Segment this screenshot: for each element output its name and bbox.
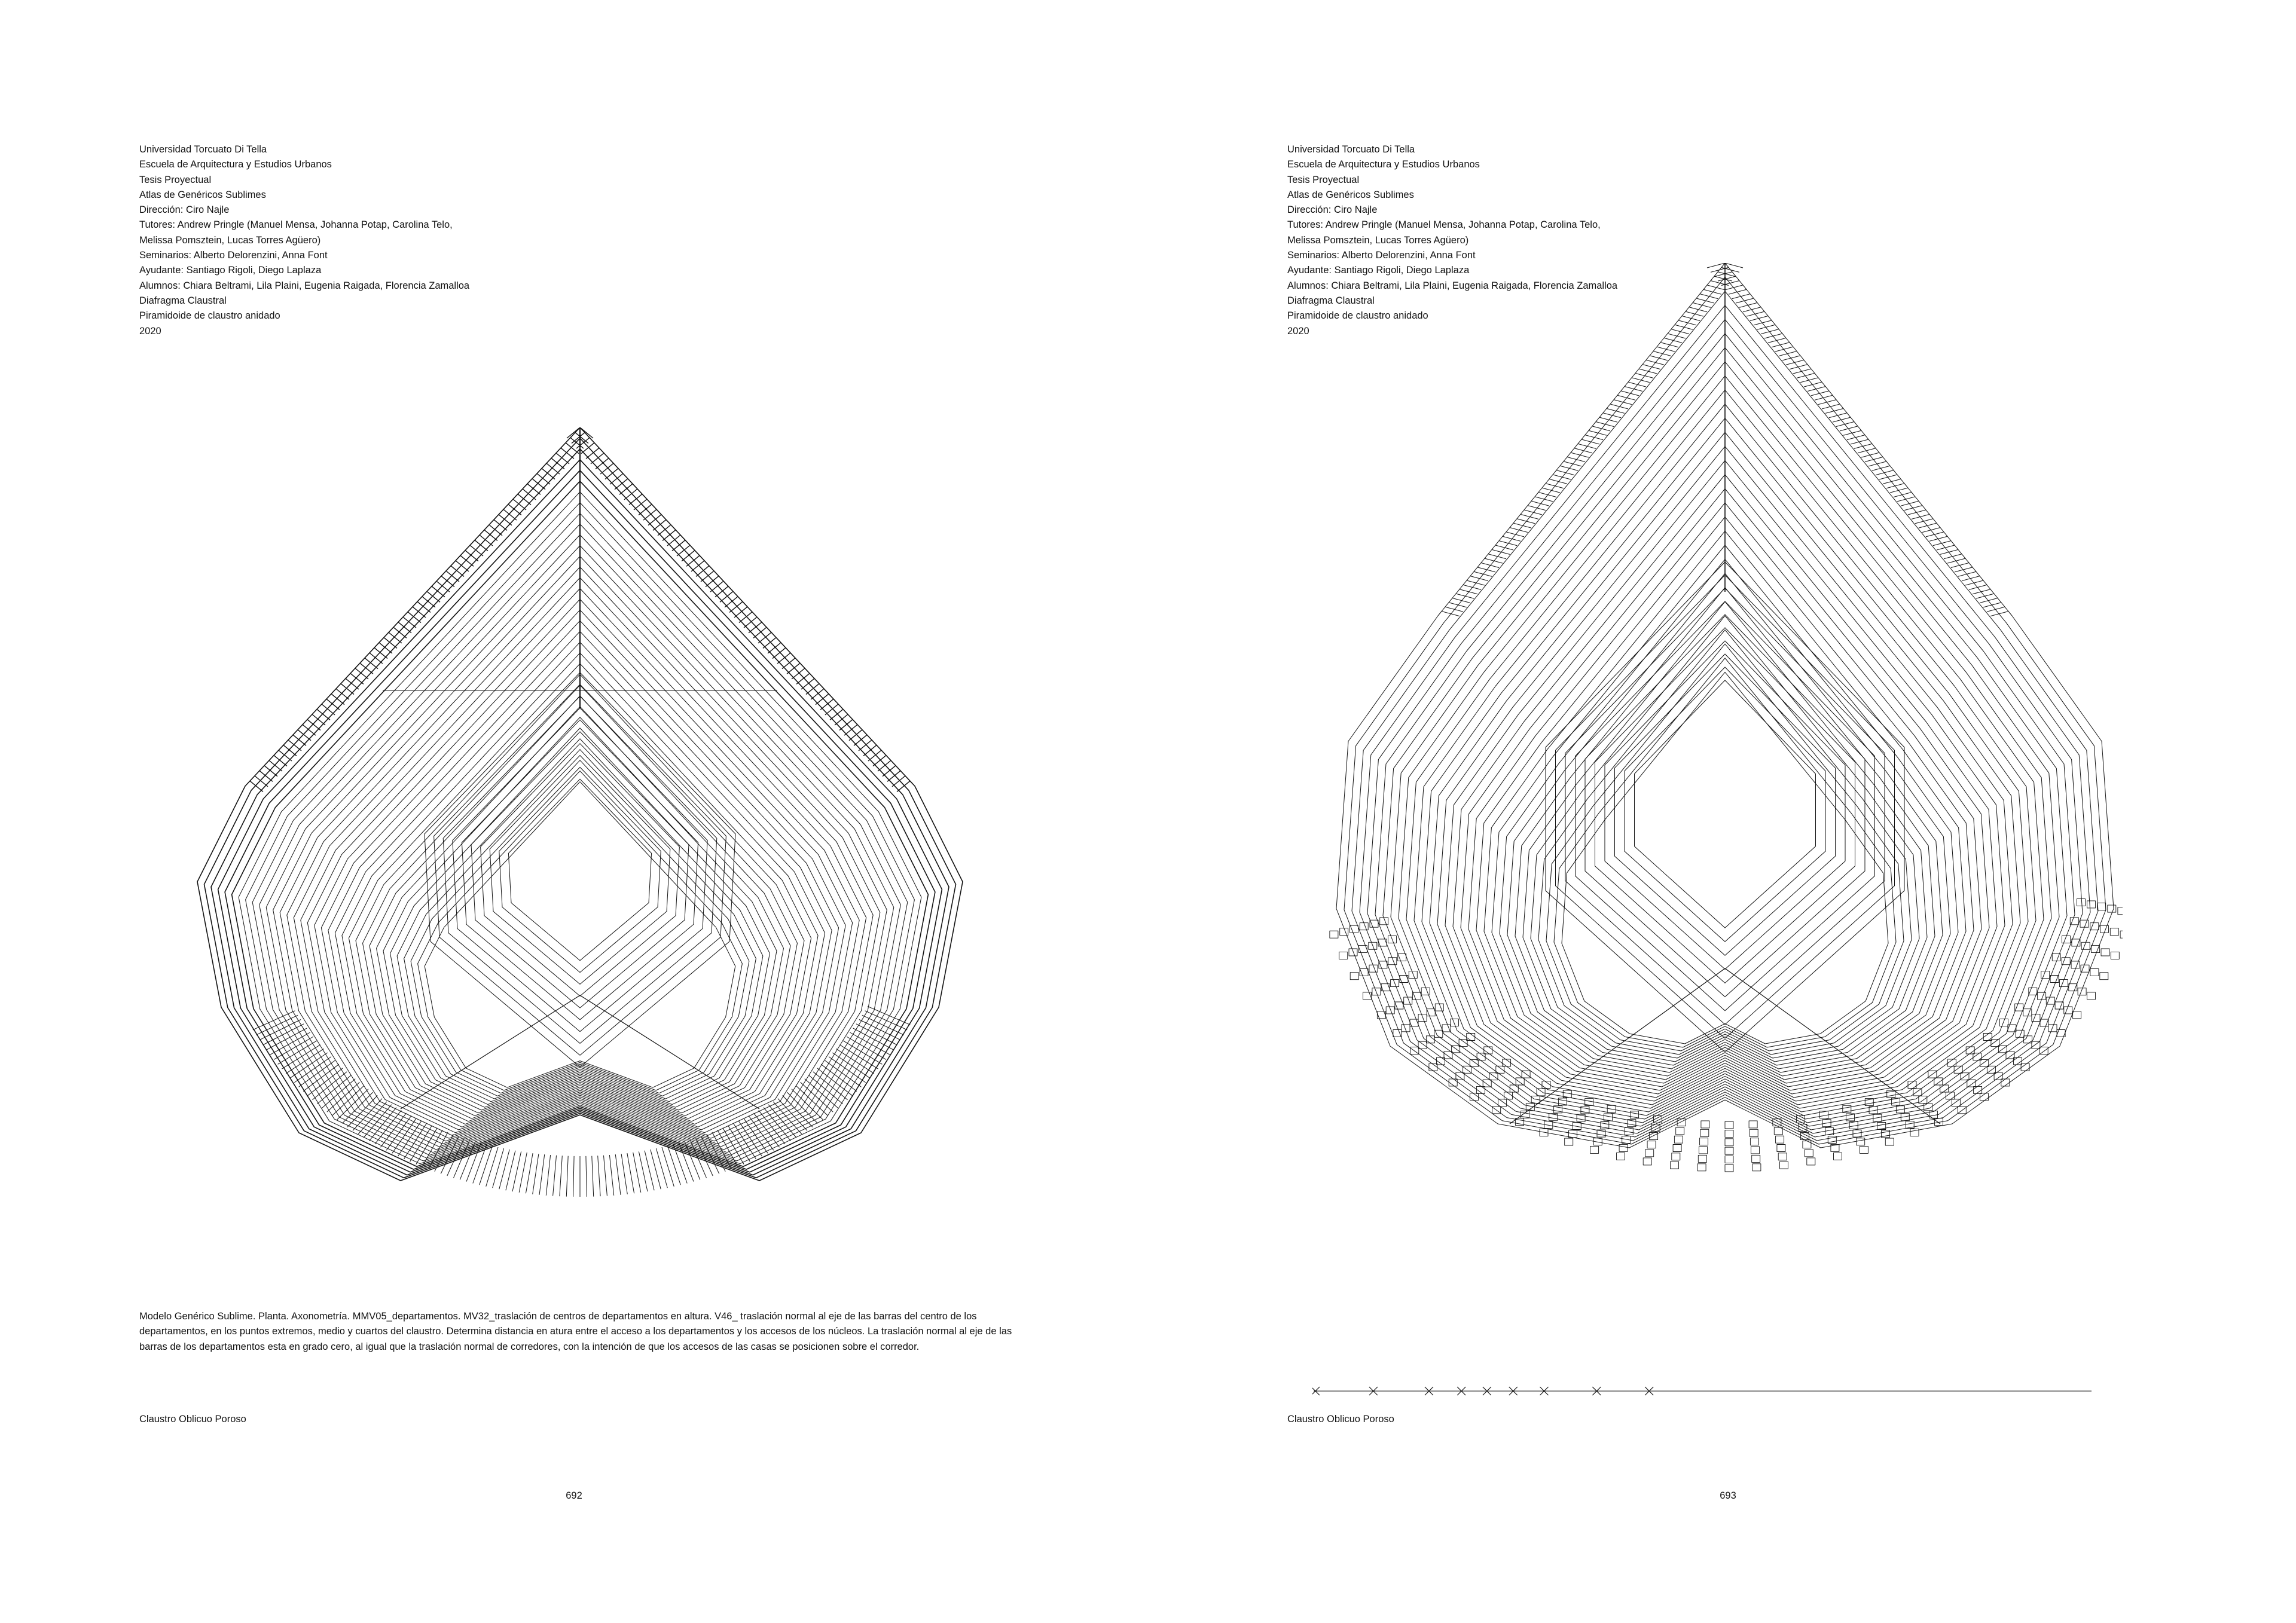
- footer-title: Claustro Oblicuo Poroso: [1287, 1414, 1394, 1425]
- credit-line: Seminarios: Alberto Delorenzini, Anna Font: [1287, 250, 1476, 261]
- architectural-plan-drawing: [167, 427, 993, 1199]
- credit-line: 2020: [139, 325, 161, 337]
- axonometric-drawing: [1327, 263, 2123, 1196]
- credit-line: Universidad Torcuato Di Tella: [1287, 144, 1415, 155]
- grid-axis-line: [1312, 1382, 2093, 1400]
- page-number: 692: [566, 1490, 582, 1501]
- credit-line: 2020: [1287, 325, 1309, 337]
- credit-line: Escuela de Arquitectura y Estudios Urbanos: [1287, 159, 1480, 170]
- credit-line: Piramidoide de claustro anidado: [1287, 310, 1428, 322]
- credit-line: Ayudante: Santiago Rigoli, Diego Laplaza: [139, 265, 322, 276]
- footer-title: Claustro Oblicuo Poroso: [139, 1414, 246, 1425]
- page-number: 693: [1720, 1490, 1736, 1501]
- credit-line: Tutores: Andrew Pringle (Manuel Mensa, Johanna Potap, Carolina Telo, Melissa Pomsztein, Lucas Torres Agüero): [1287, 219, 1601, 246]
- credit-line: Diafragma Claustral: [139, 295, 227, 306]
- credit-line: Atlas de Genéricos Sublimes: [139, 189, 266, 200]
- credit-line: Ayudante: Santiago Rigoli, Diego Laplaza: [1287, 265, 1470, 276]
- credit-line: Dirección: Ciro Najle: [139, 204, 230, 216]
- caption-text: Modelo Genérico Sublime. Planta. Axonometría. MMV05_departamentos. MV32_traslación de centros de departamentos en altura. V46_ traslación normal al eje de las barras del centro de los departamentos, en los puntos extremos, medio y cuartos del claustro. Determina distancia en atura entre el acceso a los departamentos y los accesos de los núcleos. La traslación normal al eje de las barras de los departamentos esta en grado cero, al igual que la traslación normal de corredores, con la intención de que los accesos de las casas se posicionen sobre el corredor.: [139, 1311, 1012, 1352]
- credit-line: Seminarios: Alberto Delorenzini, Anna Font: [139, 250, 328, 261]
- credit-line: Alumnos: Chiara Beltrami, Lila Plaini, Eugenia Raigada, Florencia Zamalloa: [1287, 280, 1618, 291]
- credit-line: Tutores: Andrew Pringle (Manuel Mensa, Johanna Potap, Carolina Telo, Melissa Pomsztein, Lucas Torres Agüero): [139, 219, 453, 246]
- credit-line: Dirección: Ciro Najle: [1287, 204, 1378, 216]
- credit-line: Universidad Torcuato Di Tella: [139, 144, 267, 155]
- credit-line: Escuela de Arquitectura y Estudios Urbanos: [139, 159, 332, 170]
- credit-line: Tesis Proyectual: [1287, 174, 1360, 185]
- credit-line: Alumnos: Chiara Beltrami, Lila Plaini, Eugenia Raigada, Florencia Zamalloa: [139, 280, 470, 291]
- credits-block: [139, 142, 522, 339]
- credit-line: Atlas de Genéricos Sublimes: [1287, 189, 1414, 200]
- credit-line: Tesis Proyectual: [139, 174, 212, 185]
- credit-line: Piramidoide de claustro anidado: [139, 310, 280, 322]
- credit-line: Diafragma Claustral: [1287, 295, 1375, 306]
- right-page: [1148, 0, 2296, 1623]
